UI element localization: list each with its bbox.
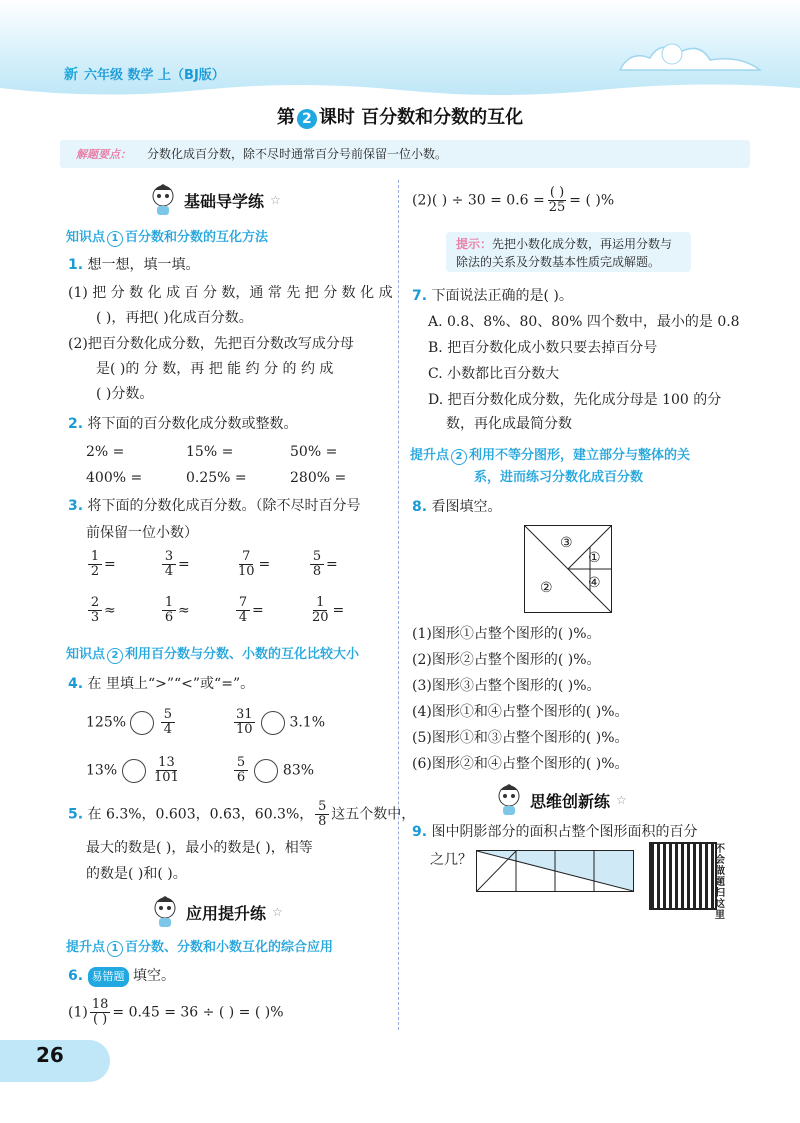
q3-fraction: $\frac{7}{4}$ = [234, 596, 264, 625]
q1-a-line2: ( )，再把( )化成百分数。 [96, 310, 253, 326]
q1-b-line3: ( )分数。 [96, 386, 154, 402]
q7-option-b: B. 把百分数化成小数只要去掉百分号 [428, 340, 658, 356]
compare-circle[interactable] [122, 759, 146, 783]
q4-row1-right: $\frac{31}{10}$ 3.1% [236, 707, 326, 737]
q3-fraction: $\frac{1}{6}$ ≈ [160, 596, 190, 625]
section-apply: 应用提升练 ☆ [150, 896, 283, 928]
q8-item: (4)图形①和④占整个图形的( )%。 [412, 704, 629, 720]
q8-item: (3)图形③占整个图形的( )%。 [412, 678, 601, 694]
q7-option-a: A. 0.8、8%、80、80% 四个数中，最小的是 0.8 [428, 314, 740, 330]
q4-row1: 125% $\frac{5}{4}$ [86, 708, 177, 737]
figure-label-2: ② [540, 580, 553, 596]
q2-item: 2% = [86, 444, 125, 460]
q6-part2: (2)( ) ÷ 30 = 0.6 = $\frac{( )}{25}$ = ( )% [412, 185, 615, 215]
q3-fraction: $\frac{2}{3}$ ≈ [86, 596, 116, 625]
mascot-icon [494, 784, 524, 816]
compare-circle[interactable] [130, 711, 154, 735]
improve-point-1: 提升点 1 百分数、分数和小数互化的综合应用 [66, 940, 334, 955]
improve-point-2: 提升点 2 利用不等分图形，建立部分与整体的关 系，进而练习分数化成百分数 [410, 448, 691, 485]
q2-item: 50% = [290, 444, 338, 460]
q7-stem: 7. 下面说法正确的是( )。 [412, 288, 573, 304]
page-number: 26 [36, 1043, 64, 1067]
q3-fraction: $\frac{3}{4}$ = [160, 550, 190, 579]
cloud-decoration [610, 30, 780, 80]
q3-stem: 3. 将下面的分数化成百分数。（除不尽时百分号 [68, 498, 361, 514]
section-think: 思维创新练 ☆ [494, 784, 627, 816]
column-divider [398, 180, 399, 1030]
header-wave [0, 84, 800, 102]
q8-item: (2)图形②占整个图形的( )%。 [412, 652, 601, 668]
q9-line1: 9. 图中阴影部分的面积占整个图形面积的百分 [412, 824, 698, 840]
knowledge-point-1: 知识点 1 百分数和分数的互化方法 [66, 230, 269, 245]
q2-item: 280% = [290, 470, 347, 486]
q6-stem: 6. 易错题 填空。 [68, 966, 175, 987]
q4-row2: 13% $\frac{13}{101}$ [86, 755, 179, 785]
q3-fraction: $\frac{5}{8}$ = [308, 550, 338, 579]
q8-item: (5)图形①和③占整个图形的( )%。 [412, 730, 629, 746]
q4-row2-right: $\frac{5}{6}$ 83% [232, 756, 314, 785]
q1-b-line2: 是( )的 分 数，再 把 能 约 分 的 约 成 [96, 361, 334, 377]
q5-line2: 最大的数是( )，最小的数是( )，相等 [86, 840, 313, 856]
q1-stem: 1. 想一想，填一填。 [68, 257, 200, 273]
q7-option-d: D. 把百分数化成分数，先化成分母是 100 的分 [428, 392, 722, 408]
qr-code[interactable] [649, 842, 717, 910]
q9-figure [476, 850, 634, 892]
q7-option-d-line2: 数，再化成最简分数 [446, 416, 572, 432]
compare-circle[interactable] [254, 759, 278, 783]
figure-label-4: ④ [588, 575, 601, 591]
q2-item: 400% = [86, 470, 143, 486]
q1-b-line1: (2)把百分数化成分数，先把百分数改写成分母 [68, 336, 354, 352]
compare-circle[interactable] [261, 711, 285, 735]
knowledge-point-2: 知识点 2 利用百分数与分数、小数的互化比较大小 [66, 647, 360, 662]
figure-label-3: ③ [560, 535, 573, 551]
page-title: 第 2 课时 百分数和分数的互化 [276, 107, 524, 128]
mascot-icon [150, 896, 180, 928]
star-icon: ☆ [270, 193, 281, 207]
mascot-icon [148, 184, 178, 216]
book-title: 新 六年级 数学 上（BJ版） [64, 67, 225, 83]
q8-stem: 8. 看图填空。 [412, 499, 502, 515]
q2-item: 0.25% = [186, 470, 247, 486]
q2-stem: 2. 将下面的百分数化成分数或整数。 [68, 416, 298, 432]
tip-text: 分数化成百分数，除不尽时通常百分号前保留一位小数。 [147, 147, 448, 161]
q3-stem-line2: 前保留一位小数） [86, 525, 198, 541]
q8-item: (1)图形①占整个图形的( )%。 [412, 626, 601, 642]
star-icon: ☆ [272, 905, 283, 919]
q9-line2: 之几？ [430, 852, 472, 868]
q7-option-c: C. 小数都比百分数大 [428, 366, 560, 382]
q5-line1: 5. 在 6.3%，0.603，0.6̇3̇，60.3%， $\frac{5}{8}$ 这五个数中， [68, 799, 416, 829]
hint-text: 提示：先把小数化成分数，再运用分数与 除法的关系及分数基本性质完成解题。 [456, 237, 673, 269]
q3-fraction: $\frac{7}{10}$ = [238, 549, 271, 579]
q2-item: 15% = [186, 444, 234, 460]
qr-caption: 不会做题扫这里 [715, 844, 725, 921]
logo: 新 [64, 67, 78, 83]
q5-line3: 的数是( )和( )。 [86, 866, 187, 882]
q1-a-line1: (1) 把 分 数 化 成 百 分 数，通 常 先 把 分 数 化 成 [68, 285, 393, 301]
q3-fraction: $\frac{1}{20}$ = [312, 595, 345, 625]
star-icon: ☆ [616, 793, 627, 807]
q4-stem: 4. 在 里填上“>”“<”或“=”。 [68, 676, 255, 692]
tip-label: 解题要点： [76, 148, 131, 161]
q6-part1: (1) $\frac{18}{( )}$ = 0.45 = 36 ÷ ( ) = ( )% [68, 997, 284, 1027]
section-basic: 基础导学练 ☆ [148, 184, 281, 216]
q8-item: (6)图形②和④占整个图形的( )%。 [412, 756, 629, 772]
q3-fraction: $\frac{1}{2}$ = [86, 550, 116, 579]
figure-label-1: ① [588, 550, 601, 566]
